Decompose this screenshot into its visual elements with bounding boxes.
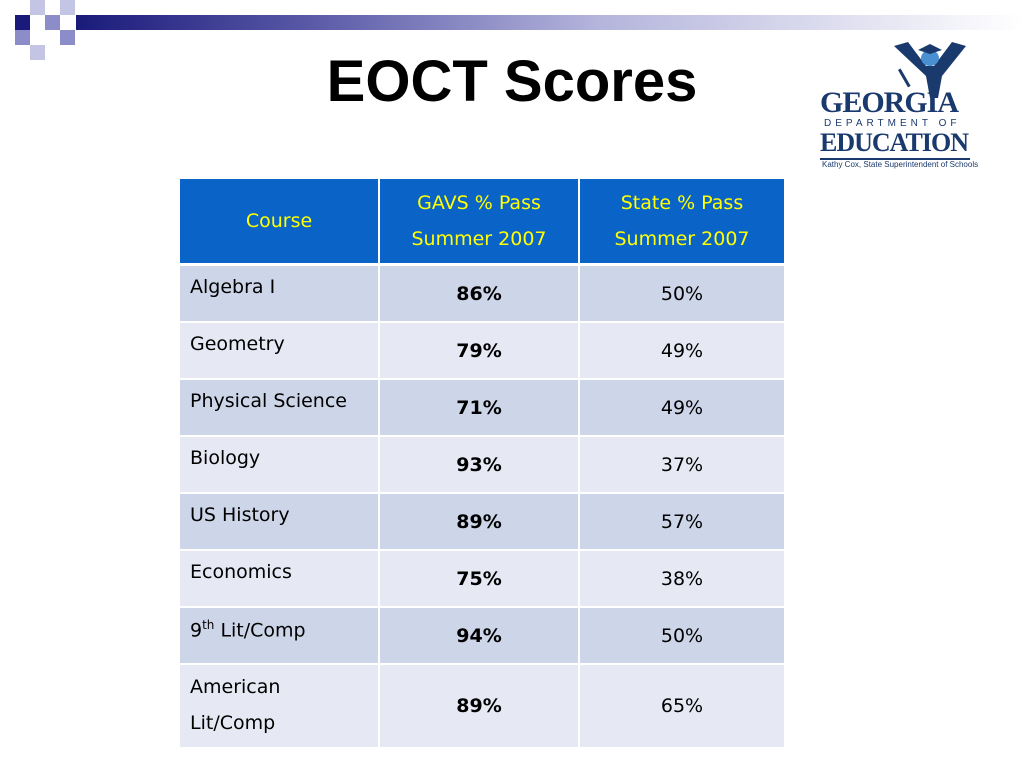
gavs-pass-cell: 93% bbox=[380, 437, 580, 494]
logo-superintendent-text: Kathy Cox, State Superintendent of Schools bbox=[822, 160, 979, 169]
table-row bbox=[180, 494, 784, 551]
table-header-row bbox=[180, 179, 784, 266]
course-line1: American bbox=[190, 676, 281, 698]
course-cell: Biology bbox=[180, 437, 380, 494]
gavs-pass-cell: 75% bbox=[380, 551, 580, 608]
state-pass-cell: 65% bbox=[580, 665, 784, 749]
deco-square bbox=[60, 30, 75, 45]
gavs-pass-cell: 71% bbox=[380, 380, 580, 437]
course-cell: Algebra I bbox=[180, 266, 380, 323]
table-row bbox=[180, 437, 784, 494]
deco-square bbox=[15, 15, 30, 30]
deco-square bbox=[15, 30, 30, 45]
table-row bbox=[180, 665, 784, 749]
table-row bbox=[180, 266, 784, 323]
state-pass-cell: 38% bbox=[580, 551, 784, 608]
header-gavs-pass bbox=[380, 179, 580, 266]
course-cell bbox=[180, 608, 380, 665]
header-course bbox=[180, 179, 380, 266]
state-pass-cell: 50% bbox=[580, 266, 784, 323]
course-cell: Geometry bbox=[180, 323, 380, 380]
header-state-pass bbox=[580, 179, 784, 266]
course-superscript: th bbox=[202, 618, 215, 632]
eoct-scores-table bbox=[180, 179, 784, 749]
state-pass-cell: 50% bbox=[580, 608, 784, 665]
course-line2: Lit/Comp bbox=[190, 712, 276, 734]
course-suffix: Lit/Comp bbox=[214, 619, 306, 642]
header-state-line1: State % Pass bbox=[620, 192, 744, 214]
deco-square bbox=[30, 0, 45, 15]
header-gavs-line2: Summer 2007 bbox=[411, 228, 547, 250]
logo-department-text: DEPARTMENT OF bbox=[824, 118, 961, 129]
course-cell: Physical Science bbox=[180, 380, 380, 437]
gavs-pass-cell: 94% bbox=[380, 608, 580, 665]
state-pass-cell: 37% bbox=[580, 437, 784, 494]
georgia-doe-logo bbox=[816, 40, 979, 170]
table-row bbox=[180, 551, 784, 608]
course-cell bbox=[180, 665, 380, 749]
gavs-pass-cell: 89% bbox=[380, 494, 580, 551]
gavs-pass-cell: 86% bbox=[380, 266, 580, 323]
deco-square bbox=[60, 0, 75, 15]
course-prefix: 9 bbox=[190, 619, 203, 642]
logo-education-text: EDUCATION bbox=[820, 128, 968, 157]
state-pass-cell: 49% bbox=[580, 323, 784, 380]
course-cell: Economics bbox=[180, 551, 380, 608]
course-cell: US History bbox=[180, 494, 380, 551]
table-row bbox=[180, 380, 784, 437]
header-state-line2: Summer 2007 bbox=[614, 228, 750, 250]
state-pass-cell: 57% bbox=[580, 494, 784, 551]
header-course-label: Course bbox=[245, 210, 313, 232]
deco-square bbox=[45, 15, 60, 30]
header-gradient-bar bbox=[76, 15, 1024, 30]
table-row bbox=[180, 608, 784, 665]
table-row bbox=[180, 323, 784, 380]
slide-title-text: EOCT Scores bbox=[326, 49, 698, 114]
gavs-pass-cell: 89% bbox=[380, 665, 580, 749]
state-pass-cell: 49% bbox=[580, 380, 784, 437]
header-gavs-line1: GAVS % Pass bbox=[417, 192, 541, 214]
gavs-pass-cell: 79% bbox=[380, 323, 580, 380]
logo-georgia-text: GEORGIA bbox=[820, 86, 959, 119]
